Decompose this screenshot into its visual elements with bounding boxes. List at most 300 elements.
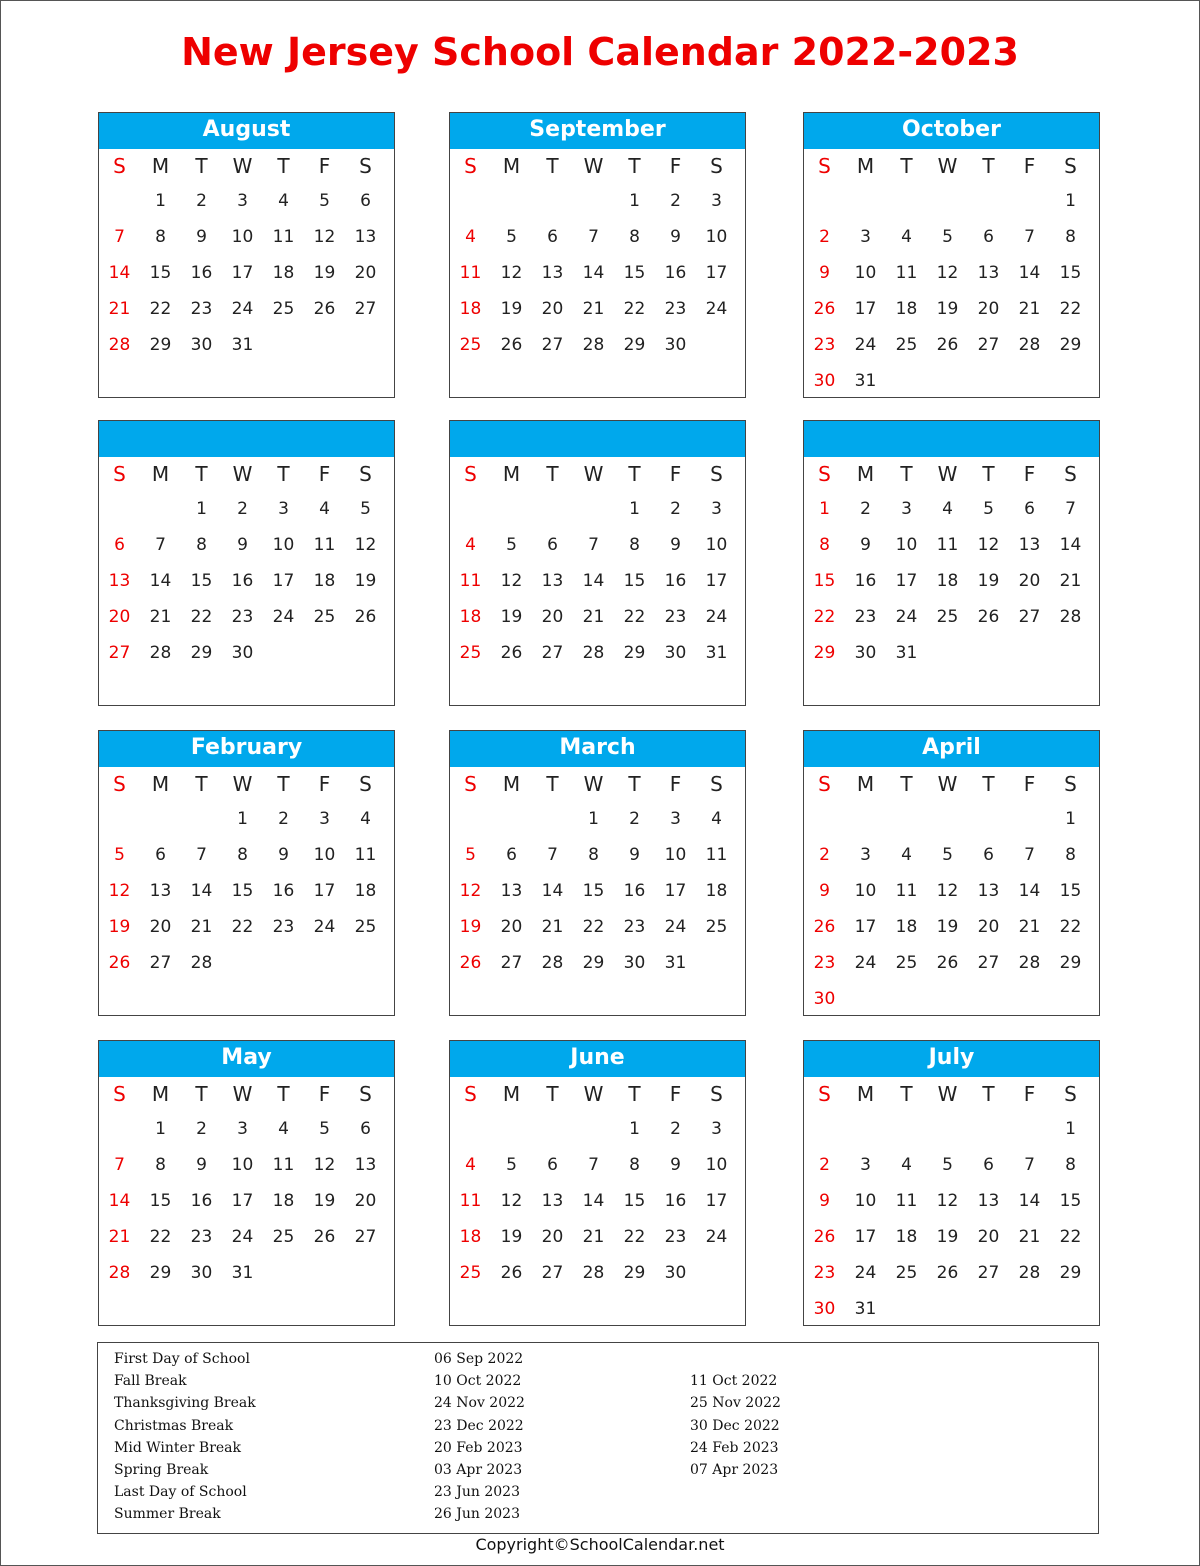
weekday-label: S <box>359 772 372 796</box>
day-cell: 17 <box>231 1191 254 1211</box>
event-start-date: 26 Jun 2023 <box>434 1506 520 1523</box>
day-cell: 13 <box>354 1155 377 1175</box>
day-cell: 14 <box>582 571 605 591</box>
day-cell: 23 <box>664 607 687 627</box>
day-cell: 11 <box>705 845 728 865</box>
day-cell: 25 <box>895 1263 918 1283</box>
weekday-label: W <box>232 1082 253 1106</box>
day-cell: 24 <box>705 607 728 627</box>
day-cell: 2 <box>819 227 830 247</box>
day-cell: 18 <box>272 1191 295 1211</box>
weekday-label: W <box>583 1082 604 1106</box>
day-cell: 4 <box>711 809 722 829</box>
day-cell: 30 <box>813 1299 836 1319</box>
day-cell: 27 <box>977 953 1000 973</box>
day-cell: 10 <box>895 535 918 555</box>
week-row <box>99 635 394 671</box>
week-row <box>99 1219 394 1255</box>
weekday-label: T <box>628 154 641 178</box>
day-cell: 12 <box>500 571 523 591</box>
day-cell: 25 <box>459 1263 482 1283</box>
day-cell: 15 <box>813 571 836 591</box>
month-header: August <box>99 113 394 149</box>
week-row <box>450 635 745 671</box>
week-row <box>804 981 1099 1017</box>
day-cell: 12 <box>313 227 336 247</box>
day-cell: 8 <box>196 535 207 555</box>
day-cell: 23 <box>623 917 646 937</box>
week-row <box>450 909 745 945</box>
weekday-label: W <box>937 1082 958 1106</box>
month-calendar <box>98 112 395 398</box>
week-row <box>450 327 745 363</box>
day-cell: 5 <box>319 1119 330 1139</box>
weekday-label: M <box>151 772 170 796</box>
day-cell: 28 <box>190 953 213 973</box>
day-cell: 26 <box>354 607 377 627</box>
month-header <box>804 421 1099 457</box>
weekday-label: M <box>856 1082 875 1106</box>
day-cell: 24 <box>895 607 918 627</box>
week-row <box>804 1291 1099 1327</box>
day-cell: 26 <box>500 1263 523 1283</box>
weekday-label: T <box>900 462 913 486</box>
day-cell: 6 <box>360 191 371 211</box>
day-cell: 25 <box>895 335 918 355</box>
day-cell: 18 <box>459 1227 482 1247</box>
day-cell: 30 <box>664 1263 687 1283</box>
weekday-label: T <box>982 462 995 486</box>
day-cell: 25 <box>459 335 482 355</box>
day-cell: 2 <box>670 499 681 519</box>
day-cell: 12 <box>313 1155 336 1175</box>
day-cell: 28 <box>1018 1263 1041 1283</box>
weekday-label: S <box>464 772 477 796</box>
day-cell: 18 <box>705 881 728 901</box>
day-cell: 11 <box>895 1191 918 1211</box>
day-cell: 3 <box>278 499 289 519</box>
day-cell: 9 <box>860 535 871 555</box>
day-cell: 12 <box>936 263 959 283</box>
day-cell: 1 <box>237 809 248 829</box>
week-row <box>99 563 394 599</box>
page-title: New Jersey School Calendar 2022-2023 <box>181 30 1019 74</box>
day-cell: 20 <box>149 917 172 937</box>
day-cell: 24 <box>313 917 336 937</box>
day-cell: 22 <box>1059 299 1082 319</box>
weekday-label: F <box>318 1082 331 1106</box>
weekday-label: W <box>232 772 253 796</box>
day-cell: 29 <box>149 335 172 355</box>
weekday-label: S <box>113 772 126 796</box>
week-row <box>99 837 394 873</box>
day-cell: 23 <box>664 299 687 319</box>
weekday-label: F <box>669 154 682 178</box>
day-cell: 25 <box>354 917 377 937</box>
day-cell: 5 <box>319 191 330 211</box>
week-row <box>804 635 1099 671</box>
day-cell: 11 <box>895 881 918 901</box>
event-row <box>98 1395 1098 1417</box>
weekday-label: M <box>502 462 521 486</box>
day-cell: 2 <box>629 809 640 829</box>
day-cell: 8 <box>155 227 166 247</box>
weekday-row <box>99 457 394 491</box>
weekday-label: T <box>628 462 641 486</box>
event-row <box>98 1506 1098 1528</box>
week-row <box>804 327 1099 363</box>
event-start-date: 23 Jun 2023 <box>434 1484 520 1501</box>
day-cell: 30 <box>813 371 836 391</box>
week-row <box>804 491 1099 527</box>
day-cell: 29 <box>190 643 213 663</box>
day-cell: 7 <box>155 535 166 555</box>
day-cell: 23 <box>190 1227 213 1247</box>
day-cell: 1 <box>629 1119 640 1139</box>
day-cell: 15 <box>623 1191 646 1211</box>
day-cell: 19 <box>354 571 377 591</box>
day-cell: 10 <box>231 1155 254 1175</box>
day-cell: 14 <box>190 881 213 901</box>
day-cell: 17 <box>705 571 728 591</box>
day-cell: 22 <box>623 1227 646 1247</box>
week-row <box>804 563 1099 599</box>
day-cell: 8 <box>155 1155 166 1175</box>
weekday-label: F <box>1023 772 1036 796</box>
day-cell: 4 <box>901 227 912 247</box>
week-row <box>804 945 1099 981</box>
day-cell: 14 <box>541 881 564 901</box>
day-cell: 15 <box>149 1191 172 1211</box>
day-cell: 16 <box>190 263 213 283</box>
weekday-label: S <box>818 1082 831 1106</box>
month-header: May <box>99 1041 394 1077</box>
weekday-label: T <box>982 772 995 796</box>
day-cell: 29 <box>813 643 836 663</box>
day-cell: 18 <box>459 607 482 627</box>
day-cell: 29 <box>1059 335 1082 355</box>
day-cell: 5 <box>465 845 476 865</box>
day-cell: 17 <box>854 917 877 937</box>
day-cell: 27 <box>541 643 564 663</box>
day-cell: 3 <box>237 191 248 211</box>
day-cell: 19 <box>108 917 131 937</box>
day-cell: 8 <box>588 845 599 865</box>
month-calendar <box>803 112 1100 398</box>
day-cell: 14 <box>108 263 131 283</box>
day-cell: 7 <box>1024 227 1035 247</box>
day-cell: 20 <box>108 607 131 627</box>
weekday-row <box>450 1077 745 1111</box>
day-cell: 13 <box>977 263 1000 283</box>
day-cell: 6 <box>547 535 558 555</box>
day-cell: 24 <box>231 1227 254 1247</box>
weekday-label: T <box>982 154 995 178</box>
weekday-label: W <box>232 462 253 486</box>
day-cell: 31 <box>231 335 254 355</box>
day-cell: 9 <box>196 227 207 247</box>
day-cell: 5 <box>360 499 371 519</box>
day-cell: 6 <box>114 535 125 555</box>
weekday-label: M <box>502 1082 521 1106</box>
weekday-row <box>450 149 745 183</box>
day-cell: 3 <box>860 1155 871 1175</box>
day-cell: 25 <box>895 953 918 973</box>
event-row <box>98 1351 1098 1373</box>
day-cell: 25 <box>705 917 728 937</box>
day-cell: 4 <box>465 1155 476 1175</box>
day-cell: 26 <box>108 953 131 973</box>
day-cell: 25 <box>272 299 295 319</box>
day-cell: 3 <box>711 191 722 211</box>
day-cell: 17 <box>705 1191 728 1211</box>
day-cell: 4 <box>319 499 330 519</box>
day-cell: 8 <box>629 535 640 555</box>
day-cell: 15 <box>190 571 213 591</box>
weekday-label: M <box>151 462 170 486</box>
day-cell: 3 <box>670 809 681 829</box>
day-cell: 20 <box>541 607 564 627</box>
day-cell: 28 <box>1018 335 1041 355</box>
event-row <box>98 1373 1098 1395</box>
day-cell: 7 <box>114 1155 125 1175</box>
day-cell: 14 <box>582 263 605 283</box>
day-cell: 27 <box>977 1263 1000 1283</box>
day-cell: 29 <box>623 643 646 663</box>
events-table <box>97 1342 1099 1534</box>
day-cell: 20 <box>354 263 377 283</box>
day-cell: 3 <box>860 845 871 865</box>
day-cell: 14 <box>149 571 172 591</box>
day-cell: 2 <box>819 1155 830 1175</box>
day-cell: 4 <box>360 809 371 829</box>
week-row <box>99 527 394 563</box>
day-cell: 4 <box>278 1119 289 1139</box>
event-name: Christmas Break <box>114 1417 234 1434</box>
weekday-label: T <box>195 462 208 486</box>
day-cell: 20 <box>1018 571 1041 591</box>
weekday-row <box>804 149 1099 183</box>
day-cell: 3 <box>711 1119 722 1139</box>
week-row <box>804 1255 1099 1291</box>
month-calendar <box>98 730 395 1016</box>
weekday-label: S <box>359 154 372 178</box>
weekday-label: T <box>546 154 559 178</box>
day-cell: 14 <box>582 1191 605 1211</box>
week-row <box>804 801 1099 837</box>
day-cell: 27 <box>354 299 377 319</box>
day-cell: 3 <box>319 809 330 829</box>
day-cell: 23 <box>231 607 254 627</box>
day-cell: 10 <box>231 227 254 247</box>
week-row <box>99 1111 394 1147</box>
week-row <box>99 599 394 635</box>
weekday-label: S <box>113 462 126 486</box>
day-cell: 6 <box>983 1155 994 1175</box>
day-cell: 21 <box>582 607 605 627</box>
week-row <box>450 491 745 527</box>
day-cell: 15 <box>623 263 646 283</box>
month-header: July <box>804 1041 1099 1077</box>
day-cell: 2 <box>819 845 830 865</box>
day-cell: 11 <box>459 1191 482 1211</box>
week-row <box>804 183 1099 219</box>
weekday-label: W <box>583 772 604 796</box>
day-cell: 26 <box>936 1263 959 1283</box>
day-cell: 24 <box>231 299 254 319</box>
day-cell: 21 <box>1018 1227 1041 1247</box>
weekday-label: S <box>710 462 723 486</box>
day-cell: 21 <box>1018 917 1041 937</box>
day-cell: 31 <box>854 1299 877 1319</box>
day-cell: 26 <box>813 299 836 319</box>
day-cell: 2 <box>237 499 248 519</box>
day-cell: 22 <box>813 607 836 627</box>
day-cell: 16 <box>664 263 687 283</box>
day-cell: 19 <box>500 607 523 627</box>
day-cell: 26 <box>977 607 1000 627</box>
day-cell: 23 <box>854 607 877 627</box>
weekday-label: S <box>464 154 477 178</box>
day-cell: 7 <box>1024 1155 1035 1175</box>
day-cell: 8 <box>1065 227 1076 247</box>
day-cell: 12 <box>500 263 523 283</box>
day-cell: 31 <box>895 643 918 663</box>
day-cell: 21 <box>190 917 213 937</box>
day-cell: 28 <box>108 1263 131 1283</box>
weekday-label: S <box>1064 462 1077 486</box>
day-cell: 19 <box>936 917 959 937</box>
weekday-label: S <box>464 462 477 486</box>
day-cell: 7 <box>1065 499 1076 519</box>
day-cell: 25 <box>313 607 336 627</box>
weekday-label: T <box>195 154 208 178</box>
day-cell: 11 <box>272 227 295 247</box>
day-cell: 16 <box>190 1191 213 1211</box>
weekday-row <box>804 1077 1099 1111</box>
weekday-label: F <box>318 154 331 178</box>
day-cell: 7 <box>114 227 125 247</box>
day-cell: 26 <box>500 335 523 355</box>
day-cell: 28 <box>1018 953 1041 973</box>
month-header: September <box>450 113 745 149</box>
day-cell: 31 <box>705 643 728 663</box>
day-cell: 10 <box>705 535 728 555</box>
day-cell: 19 <box>936 1227 959 1247</box>
day-cell: 18 <box>272 263 295 283</box>
day-cell: 27 <box>541 335 564 355</box>
day-cell: 4 <box>465 535 476 555</box>
weekday-label: W <box>937 462 958 486</box>
day-cell: 26 <box>813 917 836 937</box>
week-row <box>804 1111 1099 1147</box>
day-cell: 30 <box>854 643 877 663</box>
weekday-label: W <box>937 772 958 796</box>
day-cell: 17 <box>854 1227 877 1247</box>
weekday-label: S <box>113 1082 126 1106</box>
event-name: First Day of School <box>114 1351 250 1367</box>
day-cell: 22 <box>1059 1227 1082 1247</box>
month-calendar <box>803 1040 1100 1326</box>
weekday-label: T <box>628 772 641 796</box>
day-cell: 16 <box>623 881 646 901</box>
weekday-label: T <box>195 772 208 796</box>
weekday-label: T <box>900 772 913 796</box>
day-cell: 26 <box>313 299 336 319</box>
day-cell: 5 <box>983 499 994 519</box>
day-cell: 18 <box>313 571 336 591</box>
day-cell: 12 <box>977 535 1000 555</box>
weekday-label: S <box>359 1082 372 1106</box>
day-cell: 5 <box>942 1155 953 1175</box>
day-cell: 9 <box>237 535 248 555</box>
day-cell: 14 <box>108 1191 131 1211</box>
week-row <box>450 1255 745 1291</box>
day-cell: 28 <box>541 953 564 973</box>
weekday-label: S <box>710 154 723 178</box>
event-start-date: 03 Apr 2023 <box>434 1462 523 1478</box>
day-cell: 8 <box>1065 845 1076 865</box>
day-cell: 7 <box>588 535 599 555</box>
week-row <box>804 909 1099 945</box>
day-cell: 28 <box>1059 607 1082 627</box>
event-start-date: 20 Feb 2023 <box>434 1439 523 1456</box>
day-cell: 20 <box>977 917 1000 937</box>
day-cell: 27 <box>977 335 1000 355</box>
day-cell: 18 <box>895 1227 918 1247</box>
month-header: February <box>99 731 394 767</box>
day-cell: 17 <box>272 571 295 591</box>
event-row <box>98 1484 1098 1506</box>
day-cell: 12 <box>936 881 959 901</box>
day-cell: 18 <box>895 917 918 937</box>
day-cell: 4 <box>901 845 912 865</box>
day-cell: 15 <box>623 571 646 591</box>
day-cell: 30 <box>231 643 254 663</box>
month-calendar <box>449 1040 746 1326</box>
month-calendar <box>449 112 746 398</box>
event-name: Summer Break <box>114 1506 221 1523</box>
day-cell: 11 <box>459 571 482 591</box>
weekday-label: F <box>1023 154 1036 178</box>
day-cell: 1 <box>1065 809 1076 829</box>
day-cell: 20 <box>977 1227 1000 1247</box>
month-calendar <box>98 420 395 706</box>
day-cell: 26 <box>936 953 959 973</box>
day-cell: 23 <box>813 1263 836 1283</box>
day-cell: 18 <box>459 299 482 319</box>
day-cell: 11 <box>936 535 959 555</box>
day-cell: 26 <box>459 953 482 973</box>
month-calendar <box>98 1040 395 1326</box>
day-cell: 13 <box>541 263 564 283</box>
week-row <box>804 363 1099 399</box>
event-name: Fall Break <box>114 1373 187 1390</box>
day-cell: 30 <box>664 335 687 355</box>
day-cell: 4 <box>278 191 289 211</box>
week-row <box>804 1147 1099 1183</box>
day-cell: 11 <box>459 263 482 283</box>
day-cell: 17 <box>231 263 254 283</box>
weekday-label: F <box>669 772 682 796</box>
day-cell: 15 <box>231 881 254 901</box>
day-cell: 5 <box>506 1155 517 1175</box>
event-end-date: 25 Nov 2022 <box>690 1395 781 1412</box>
week-row <box>450 183 745 219</box>
weekday-row <box>99 1077 394 1111</box>
weekday-row <box>804 767 1099 801</box>
day-cell: 2 <box>196 1119 207 1139</box>
